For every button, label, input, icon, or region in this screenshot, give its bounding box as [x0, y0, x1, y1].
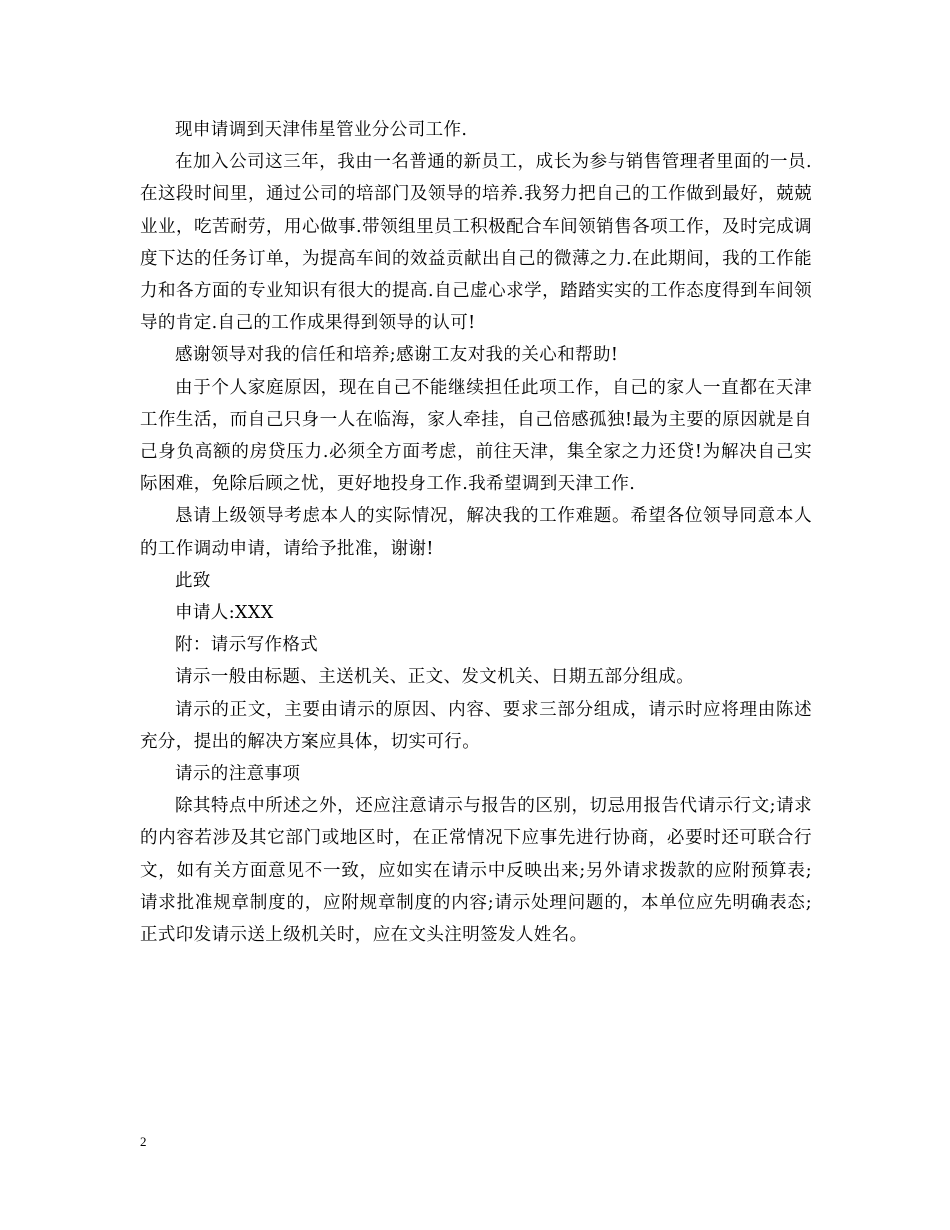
paragraph-notes-content: 除其特点中所述之外，还应注意请示与报告的区别，切忌用报告代请示行文;请求的内容若涉及其它部门或地区时，在正常情况下应事先进行协商，必要时还可联合行文，如有关方面意见不一致，应如实在请示中反映出来;另外请求拨款的应附预算表;请求批准规章制度的，应附规章制度的内容;请示处理问题的，本单位应先明确表态;正式印发请示送上级机关时，应在文头注明签发人姓名。: [140, 796, 812, 946]
paragraph-body-structure: 请示的正文，主要由请示的原因、内容、要求三部分组成，请示时应将理由陈述充分，提出的解决方案应具体，切实可行。: [140, 699, 812, 752]
paragraph-applicant: 申请人:XXX: [175, 603, 274, 624]
paragraph-reasons: 由于个人家庭原因，现在自己不能继续担任此项工作，自己的家人一直都在天津工作生活，而自己只身一人在临海，家人牵挂，自己倍感孤独!最为主要的原因就是自己身负高额的房贷压力.必须全方面考虑，前往天津，集全家之力还贷!为解决自己实际困难，免除后顾之忧，更好地投身工作.我希望调到天津工作.: [140, 377, 812, 495]
paragraph-transfer-request: 现申请调到天津伟星管业分公司工作.: [175, 120, 468, 140]
paragraph-work-history: 在加入公司这三年，我由一名普通的新员工，成长为参与销售管理者里面的一员.在这段时间里，通过公司的培部门及领导的培养.我努力把自己的工作做到最好，兢兢业业，吃苦耐劳，用心做事.带领组里员工积极配合车间领销售各项工作，及时完成调度下达的任务订单，为提高车间的效益贡献出自己的微薄之力.在此期间，我的工作能力和各方面的专业知识有很大的提高.自己虚心求学，踏踏实实的工作态度得到车间领导的肯定.自己的工作成果得到领导的认可!: [140, 152, 812, 334]
paragraph-format-parts: 请示一般由标题、主送机关、正文、发文机关、日期五部分组成。: [175, 667, 695, 688]
page-number: 2: [140, 1134, 147, 1149]
document-body: [140, 114, 812, 951]
paragraph-appeal: 恳请上级领导考虑本人的实际情况，解决我的工作难题。希望各位领导同意本人的工作调动申请，请给予批准，谢谢!: [140, 506, 812, 559]
paragraph-notes-heading: 请示的注意事项: [175, 764, 301, 785]
paragraph-closing: 此致: [175, 570, 211, 591]
paragraph-appendix-title: 附：请示写作格式: [175, 635, 319, 656]
paragraph-thanks: 感谢领导对我的信任和培养;感谢工友对我的关心和帮助!: [175, 345, 619, 366]
